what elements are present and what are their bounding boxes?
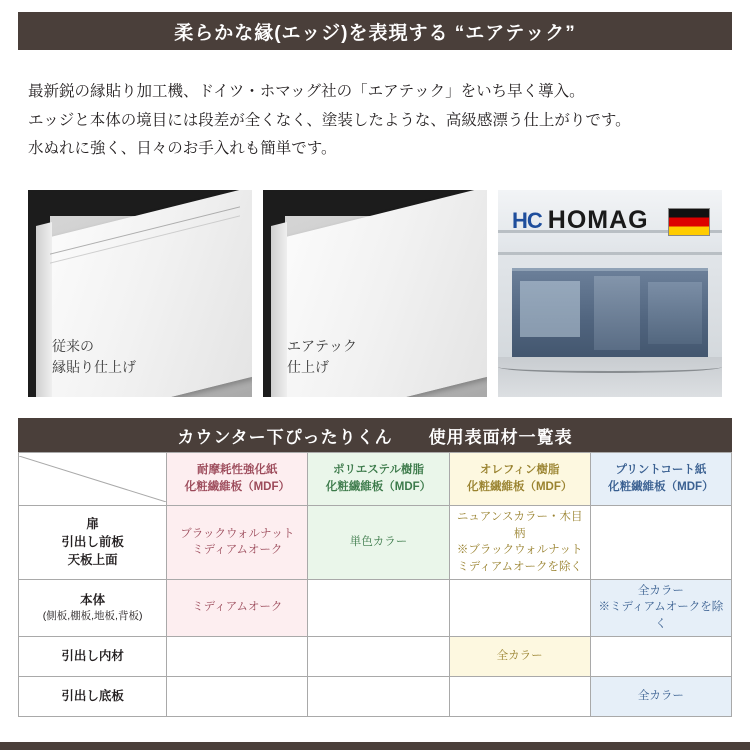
cell-r1c4 bbox=[590, 506, 731, 580]
table-row bbox=[19, 676, 732, 716]
photo-homag-machine bbox=[498, 190, 722, 397]
table-row bbox=[19, 579, 732, 636]
photo-conventional-edge bbox=[28, 190, 252, 397]
cell-r3c3 bbox=[449, 636, 590, 676]
photo-caption-line-2: 仕上げ bbox=[287, 359, 329, 376]
cell-line: ミディアムオークを除く bbox=[457, 561, 583, 574]
row-header-line-1: 本体 bbox=[80, 593, 106, 608]
photo-airtec-edge bbox=[263, 190, 487, 397]
cell-r1c2 bbox=[308, 506, 449, 580]
ceiling-beam bbox=[498, 252, 722, 255]
homag-logo-text: HOMAG bbox=[547, 206, 649, 234]
column-header-1 bbox=[167, 453, 308, 506]
row-header-door bbox=[19, 506, 167, 580]
cell-line: ブラックウォルナット bbox=[180, 527, 295, 540]
column-header-4 bbox=[590, 453, 731, 506]
column-header-2-line1: ポリエステル樹脂 bbox=[333, 464, 424, 477]
row-header-line-1: 引出し底板 bbox=[61, 689, 124, 704]
column-header-1-line2: 化粧繊維板（MDF） bbox=[184, 481, 290, 493]
material-table-section bbox=[18, 418, 732, 717]
cell-line: ※ブラックウォルナット bbox=[456, 544, 583, 557]
row-header-body bbox=[19, 579, 167, 636]
table-row bbox=[19, 636, 732, 676]
header-banner bbox=[18, 12, 732, 50]
machine-module-3 bbox=[648, 282, 702, 344]
photo-row bbox=[28, 190, 722, 397]
white-panel-edge bbox=[36, 222, 52, 397]
bottom-strip bbox=[0, 742, 750, 750]
cell-line: ※ミディアムオークを除く bbox=[598, 601, 724, 631]
photo-caption-line-1: 従来の bbox=[52, 337, 94, 354]
cell-r2c4 bbox=[590, 579, 731, 636]
homag-logo bbox=[512, 206, 649, 235]
intro-paragraph bbox=[28, 78, 728, 164]
row-header-line-3: 天板上面 bbox=[67, 553, 118, 568]
machine-module-2 bbox=[594, 276, 640, 350]
row-header-drawer-interior bbox=[19, 636, 167, 676]
material-table bbox=[18, 452, 732, 717]
cell-r1c1 bbox=[167, 506, 308, 580]
cell-r3c4 bbox=[590, 636, 731, 676]
cell-r1c3 bbox=[449, 506, 590, 580]
photo-caption-line-1: エアテック bbox=[287, 337, 357, 354]
column-header-4-line1: プリントコート紙 bbox=[615, 464, 707, 477]
cell-r3c2 bbox=[308, 636, 449, 676]
row-header-sub: (側板,棚板,地板,背板) bbox=[42, 610, 143, 623]
row-header-line-1: 扉 bbox=[86, 517, 99, 532]
german-flag-icon bbox=[668, 208, 710, 236]
header-title: 柔らかな縁(エッジ)を表現する “エアテック” bbox=[174, 22, 576, 44]
photo-caption-airtec bbox=[287, 336, 357, 379]
column-header-3-line1: オレフィン樹脂 bbox=[479, 464, 560, 477]
photo-caption-line-2: 縁貼り仕上げ bbox=[52, 359, 136, 376]
cell-r4c2 bbox=[308, 676, 449, 716]
table-corner-cell bbox=[19, 453, 167, 506]
cell-line: 全カラー bbox=[637, 689, 684, 702]
cell-r4c3 bbox=[449, 676, 590, 716]
cell-line: ミディアムオーク bbox=[192, 544, 283, 557]
homag-mark-icon: HC bbox=[512, 207, 542, 233]
cell-r2c1 bbox=[167, 579, 308, 636]
intro-line-1: 最新鋭の縁貼り加工機、ドイツ・ホマッグ社の「エアテック」をいち早く導入。 bbox=[28, 83, 585, 100]
cell-line: 単色カラー bbox=[349, 536, 408, 548]
column-header-2-line2: 化粧繊維板（MDF） bbox=[325, 481, 432, 493]
table-title: カウンター下ぴったりくん 使用表面材一覧表 bbox=[18, 418, 732, 452]
column-header-2 bbox=[308, 453, 449, 506]
photo-caption-conventional bbox=[52, 336, 136, 379]
column-header-3 bbox=[449, 453, 590, 506]
column-header-4-line2: 化粧繊維板（MDF） bbox=[608, 481, 714, 493]
row-header-line-2: 引出し前板 bbox=[61, 535, 124, 550]
row-header-line-1: 引出し内材 bbox=[61, 649, 124, 664]
table-header-row bbox=[19, 453, 732, 506]
cell-line: ニュアンスカラー・木目柄 bbox=[456, 511, 583, 540]
row-header-drawer-bottom bbox=[19, 676, 167, 716]
cell-r4c4 bbox=[590, 676, 731, 716]
table-row bbox=[19, 506, 732, 580]
white-panel-edge bbox=[271, 222, 287, 397]
floor-cable bbox=[498, 361, 722, 373]
intro-line-3: 水ぬれに強く、日々のお手入れも簡単です。 bbox=[28, 140, 337, 158]
cell-line: 全カラー bbox=[496, 649, 543, 662]
cell-line: ミディアムオーク bbox=[192, 601, 283, 614]
column-header-3-line2: 化粧繊維板（MDF） bbox=[466, 481, 573, 493]
column-header-1-line1: 耐摩耗性強化紙 bbox=[197, 464, 278, 477]
cell-line: 全カラー bbox=[637, 584, 684, 597]
intro-line-2: エッジと本体の境目には段差が全くなく、塗装したような、高級感漂う仕上がりです。 bbox=[28, 111, 631, 129]
cell-r2c3 bbox=[449, 579, 590, 636]
cell-r3c1 bbox=[167, 636, 308, 676]
cell-r2c2 bbox=[308, 579, 449, 636]
cell-r4c1 bbox=[167, 676, 308, 716]
